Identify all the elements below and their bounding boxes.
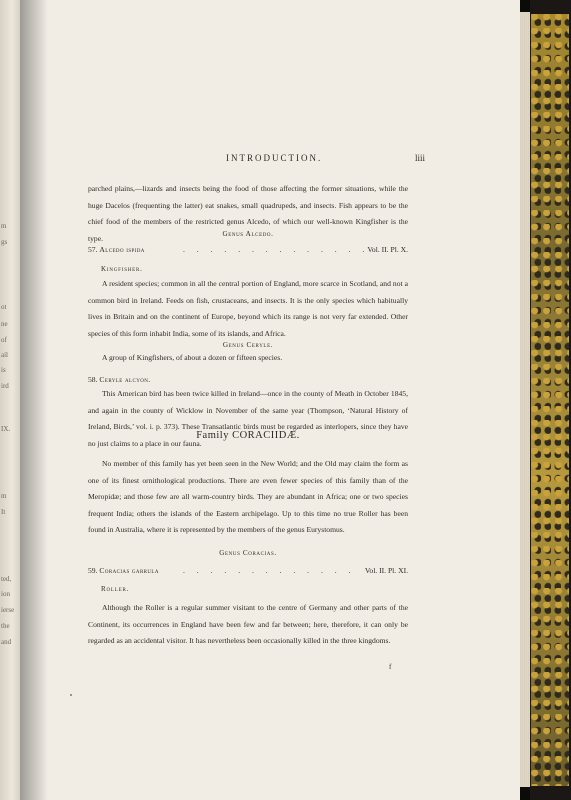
plate-reference: Vol. II. Pl. X. bbox=[367, 245, 408, 254]
page-edges bbox=[520, 12, 530, 787]
species-entry-58 bbox=[88, 375, 408, 384]
paragraph-ceryle-alcyon: This American bird has been twice killed in Ireland—once in the county of Meath in October 1845, and again in the county of Wicklow in November of the same year (Thompson, ‘Natural History of Ireland, Birds,’ vol. i. p. 373). These Transatlantic birds must be regarded as interlopers, since they have no just claims to a place in our fauna. bbox=[88, 389, 408, 448]
left-page-fragment: m bbox=[1, 222, 7, 230]
left-page-fragment: IX. bbox=[1, 425, 11, 433]
genus-heading-coracias: Genus Coracias. bbox=[219, 549, 277, 557]
species-number: 59. bbox=[88, 566, 98, 575]
left-page-fragment: It bbox=[1, 508, 6, 516]
paragraph-coraciidae: No member of this family has yet been seen in the New World; and the Old may claim the form as one of its finest ornithological productions. There are even fewer species of this family than of the Meropidæ; and those few are all warm-country birds. They are abundant in Africa; one or two species frequent India; others the islands of the Eastern archipelago. Up to this time no true Roller has been found in Australia, where it is represented by the members of the genus Eurystomus. bbox=[88, 459, 408, 534]
spine-shadow bbox=[20, 0, 48, 800]
left-page-fragment: ion bbox=[1, 590, 10, 598]
genus-heading-ceryle: Genus Ceryle. bbox=[222, 341, 274, 349]
dot-leaders: . . . . . . . . . . . . . . bbox=[183, 245, 370, 254]
left-page-fragment: ierse bbox=[1, 606, 15, 614]
page-number: liii bbox=[415, 153, 426, 163]
paragraph-intro: parched plains,—lizards and insects being the food of those affecting the former situations, while the huge Dacelos (frequenting the latter) eat snakes, small quadrupeds, and insects. Fish appears to be the chief food of the members of the restricted genus Alcedo, of which our well-known Kingfisher is the type. bbox=[88, 184, 408, 243]
left-page-fragment: m bbox=[1, 492, 7, 500]
species-number: 57. bbox=[88, 245, 98, 254]
paragraph-ceryle: A group of Kingfishers, of about a dozen or fifteen species. bbox=[102, 353, 283, 362]
left-page-fragment: the bbox=[1, 622, 10, 630]
species-name: Ceryle alcyon. bbox=[99, 375, 151, 384]
common-name-kingfisher: Kingfisher. bbox=[101, 265, 143, 273]
left-page-fragment: and bbox=[1, 638, 12, 646]
left-page-fragment: is bbox=[1, 366, 6, 374]
running-head: INTRODUCTION. bbox=[226, 153, 323, 163]
left-page-fragment: ail bbox=[1, 351, 8, 359]
species-entry-57 bbox=[88, 245, 408, 254]
genus-heading-alcedo: Genus Alcedo. bbox=[222, 230, 274, 238]
left-page-fragment: ne bbox=[1, 320, 8, 328]
species-name: Alcedo ispida bbox=[99, 245, 145, 254]
common-name-roller: Roller. bbox=[101, 585, 130, 593]
plate-reference: Vol. II. Pl. XI. bbox=[364, 566, 408, 575]
dot-leaders: . . . . . . . . . . . . . bbox=[183, 566, 356, 575]
left-page-edge bbox=[0, 0, 20, 800]
marbled-endpaper bbox=[531, 14, 569, 786]
left-page-fragment: ird bbox=[1, 382, 9, 390]
left-page-fragment: ot bbox=[1, 303, 7, 311]
species-name: Coracias garrula bbox=[99, 566, 159, 575]
species-number: 58. bbox=[88, 375, 98, 384]
left-page-fragment: gs bbox=[1, 238, 8, 246]
page-speck bbox=[70, 694, 72, 696]
signature-mark: f bbox=[389, 663, 392, 671]
family-heading: Family CORACIIDÆ. bbox=[196, 430, 300, 441]
paragraph-kingfisher: A resident species; common in all the central portion of England, more scarce in Scotland, and not a common bird in Ireland. Feeds on fish, crustaceans, and insects. It is the only species which habitually lives in Britain and on the continent of Europe, beyond which its range is not very far extended. Other species of this form inhabit India, some of its islands, and Africa. bbox=[88, 279, 408, 338]
species-entry-59 bbox=[88, 566, 408, 575]
left-page-fragment: of bbox=[1, 336, 7, 344]
paragraph-roller: Although the Roller is a regular summer visitant to the centre of Germany and other parts of the Continent, its occurrences in England have been few and far between; here, therefore, it can only be regarded as an accidental visitor. It has nevertheless been occasionally killed in the three kingdoms. bbox=[88, 603, 408, 645]
left-page-fragment: ted, bbox=[1, 575, 12, 583]
